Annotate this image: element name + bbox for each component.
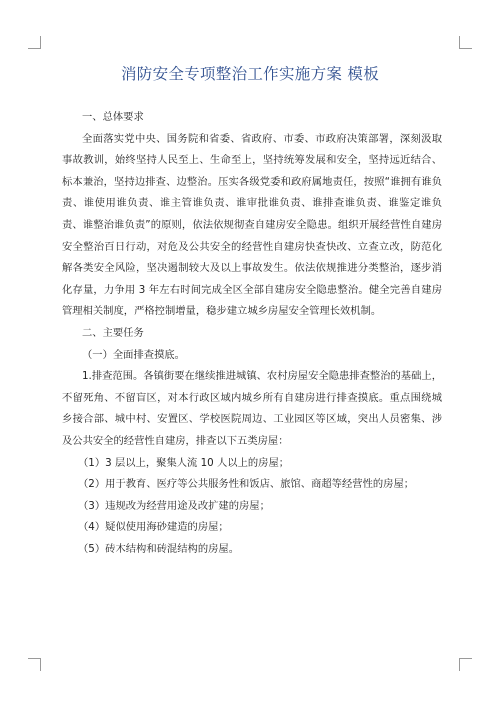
section-heading-main-tasks: 二、主要任务 — [82, 326, 144, 339]
paragraph-survey-scope: 1.排查范围。各镇街要在继续推进城镇、农村房屋安全隐患排查整治的基础上，不留死角、不留盲区，对本行政区域内城乡所有自建房进行排查摸底。重点围绕城乡接合部、城中村、安置区、学校医院周边、工业园区等区域，突出人员密集、涉及公共安全的经营性自建房，排查以下五类房屋： — [62, 370, 442, 447]
corner-mark-bottom-right — [459, 658, 472, 671]
paragraph-general-requirements: 全面落实党中央、国务院和省委、省政府、市委、市政府决策部署，深刻汲取事故教训，始终坚持人民至上、生命至上，坚持统筹发展和安全，坚持远近结合、标本兼治，坚持边排查、边整治。压实各级党委和政府属地责任，按照“谁拥有谁负责、谁使用谁负责、谁主管谁负责、谁审批谁负责、谁排查谁负责、谁鉴定谁负责、谁整治谁负责”的原则，依法依规彻查自建房安全隐患。组织开展经营性自建房安全整治百日行动，对危及公共安全的经营性自建房快查快改、立查立改，防范化解各类安全风险，坚决遏制较大及以上事故发生。依法依规推进分类整治，逐步消化存量，力争用 3 年左右时间完成全区全部自建房安全隐患整治。健全完善自建房管理相关制度，严格控制增量，稳步建立城乡房屋安全管理长效机制。 — [62, 132, 442, 318]
list-item: （4）疑似使用海砂建造的房屋； — [78, 521, 229, 534]
section-heading-general-requirements: 一、总体要求 — [82, 111, 144, 123]
corner-mark-bottom-left — [28, 658, 41, 671]
document-title: 消防安全专项整治工作实施方案 模板 — [120, 65, 380, 83]
list-item: （5）砖木结构和砖混结构的房屋。 — [78, 542, 240, 555]
list-item: （2）用于教育、医疗等公共服务性和饭店、旅馆、商超等经营性的房屋； — [78, 478, 415, 491]
document-body — [62, 107, 442, 560]
list-item: （1）3 层以上，聚集人流 10 人以上的房屋； — [78, 456, 290, 469]
list-item: （3）违规改为经营用途及改扩建的房屋； — [78, 499, 270, 512]
corner-mark-top-right — [459, 36, 472, 49]
corner-mark-top-left — [28, 36, 41, 49]
subheading-survey: （一）全面排查摸底。 — [82, 348, 185, 361]
